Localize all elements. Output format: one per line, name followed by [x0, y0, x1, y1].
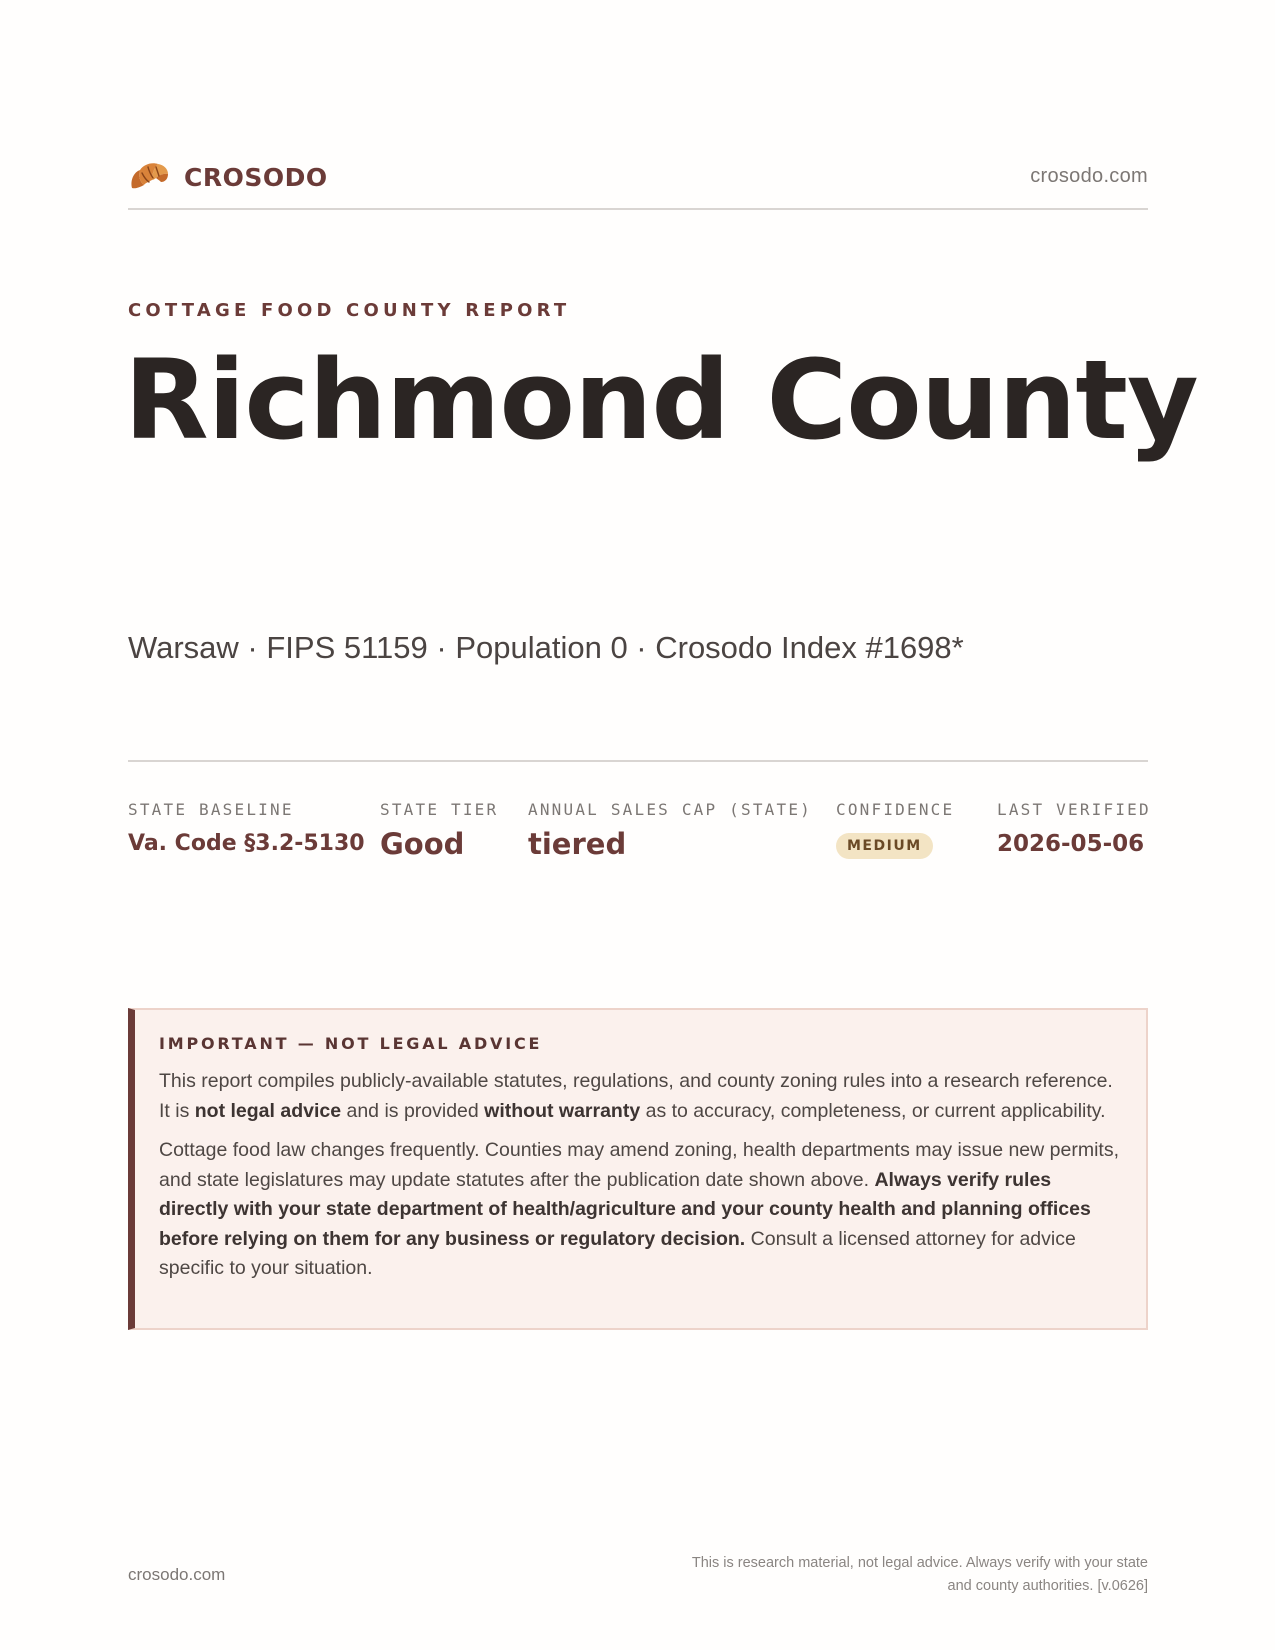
- croissant-icon: [128, 158, 170, 196]
- page-header: [128, 158, 1148, 210]
- stat-value: 2026-05-06: [997, 831, 1145, 857]
- section-divider: [128, 760, 1148, 762]
- stat-annual-sales-cap: [528, 800, 812, 861]
- stat-label: STATE BASELINE: [128, 800, 294, 819]
- notice-title: IMPORTANT — NOT LEGAL ADVICE: [159, 1034, 543, 1053]
- legal-notice: [128, 1008, 1148, 1330]
- notice-text: Cottage food law changes frequently. Counties may amend zoning, health departments may issue new permits, and state legislatures may update statutes after the publication date shown above.: [159, 1139, 1119, 1191]
- stat-label: LAST VERIFIED: [997, 800, 1151, 819]
- footer-disclaimer: [628, 1552, 1148, 1598]
- footer-disclaimer-line: This is research material, not legal advice. Always verify with your state: [691, 1555, 1148, 1571]
- footer-disclaimer-line: and county authorities. [v.0626]: [947, 1578, 1148, 1594]
- notice-text: and is provided: [341, 1099, 485, 1122]
- notice-text: as to accuracy, completeness, or current applicability.: [640, 1099, 1106, 1122]
- notice-paragraph-1: [159, 1067, 1120, 1126]
- stats-row: [128, 800, 1151, 880]
- notice-emphasis: without warranty: [484, 1099, 641, 1122]
- notice-paragraph-2: [159, 1136, 1120, 1284]
- county-title: Richmond County: [124, 336, 1198, 464]
- report-eyebrow: COTTAGE FOOD COUNTY REPORT: [128, 300, 571, 321]
- stat-value: Va. Code §3.2-5130: [128, 831, 365, 856]
- stat-state-tier: [380, 800, 498, 861]
- stat-state-baseline: [128, 800, 365, 856]
- stat-confidence: [836, 800, 954, 859]
- confidence-badge: MEDIUM: [836, 833, 933, 859]
- notice-text: This report compiles publicly-available statutes, regulations, and county zoning rules into a research reference. It is: [159, 1070, 1113, 1122]
- stat-value: Good: [380, 827, 465, 861]
- notice-emphasis: not legal advice: [194, 1099, 342, 1122]
- county-subtitle: Warsaw · FIPS 51159 · Population 0 · Crosodo Index #1698*: [128, 630, 964, 665]
- footer-site-url[interactable]: crosodo.com: [128, 1565, 226, 1584]
- stat-label: ANNUAL SALES CAP (STATE): [528, 800, 812, 819]
- notice-emphasis: Always verify rules directly with your state department of health/agriculture and your county health and planning offices before relying on them for any business or regulatory decision.: [159, 1168, 1091, 1250]
- notice-text: Consult a licensed attorney for advice specific to your situation.: [159, 1227, 1076, 1279]
- stat-value: tiered: [528, 827, 627, 861]
- report-page: [124, 0, 1198, 1650]
- header-site-url[interactable]: crosodo.com: [1030, 165, 1148, 187]
- stat-last-verified: [997, 800, 1151, 857]
- stat-label: STATE TIER: [380, 800, 499, 819]
- brand[interactable]: [128, 158, 328, 196]
- stat-label: CONFIDENCE: [836, 800, 955, 819]
- brand-name: CROSODO: [184, 162, 328, 192]
